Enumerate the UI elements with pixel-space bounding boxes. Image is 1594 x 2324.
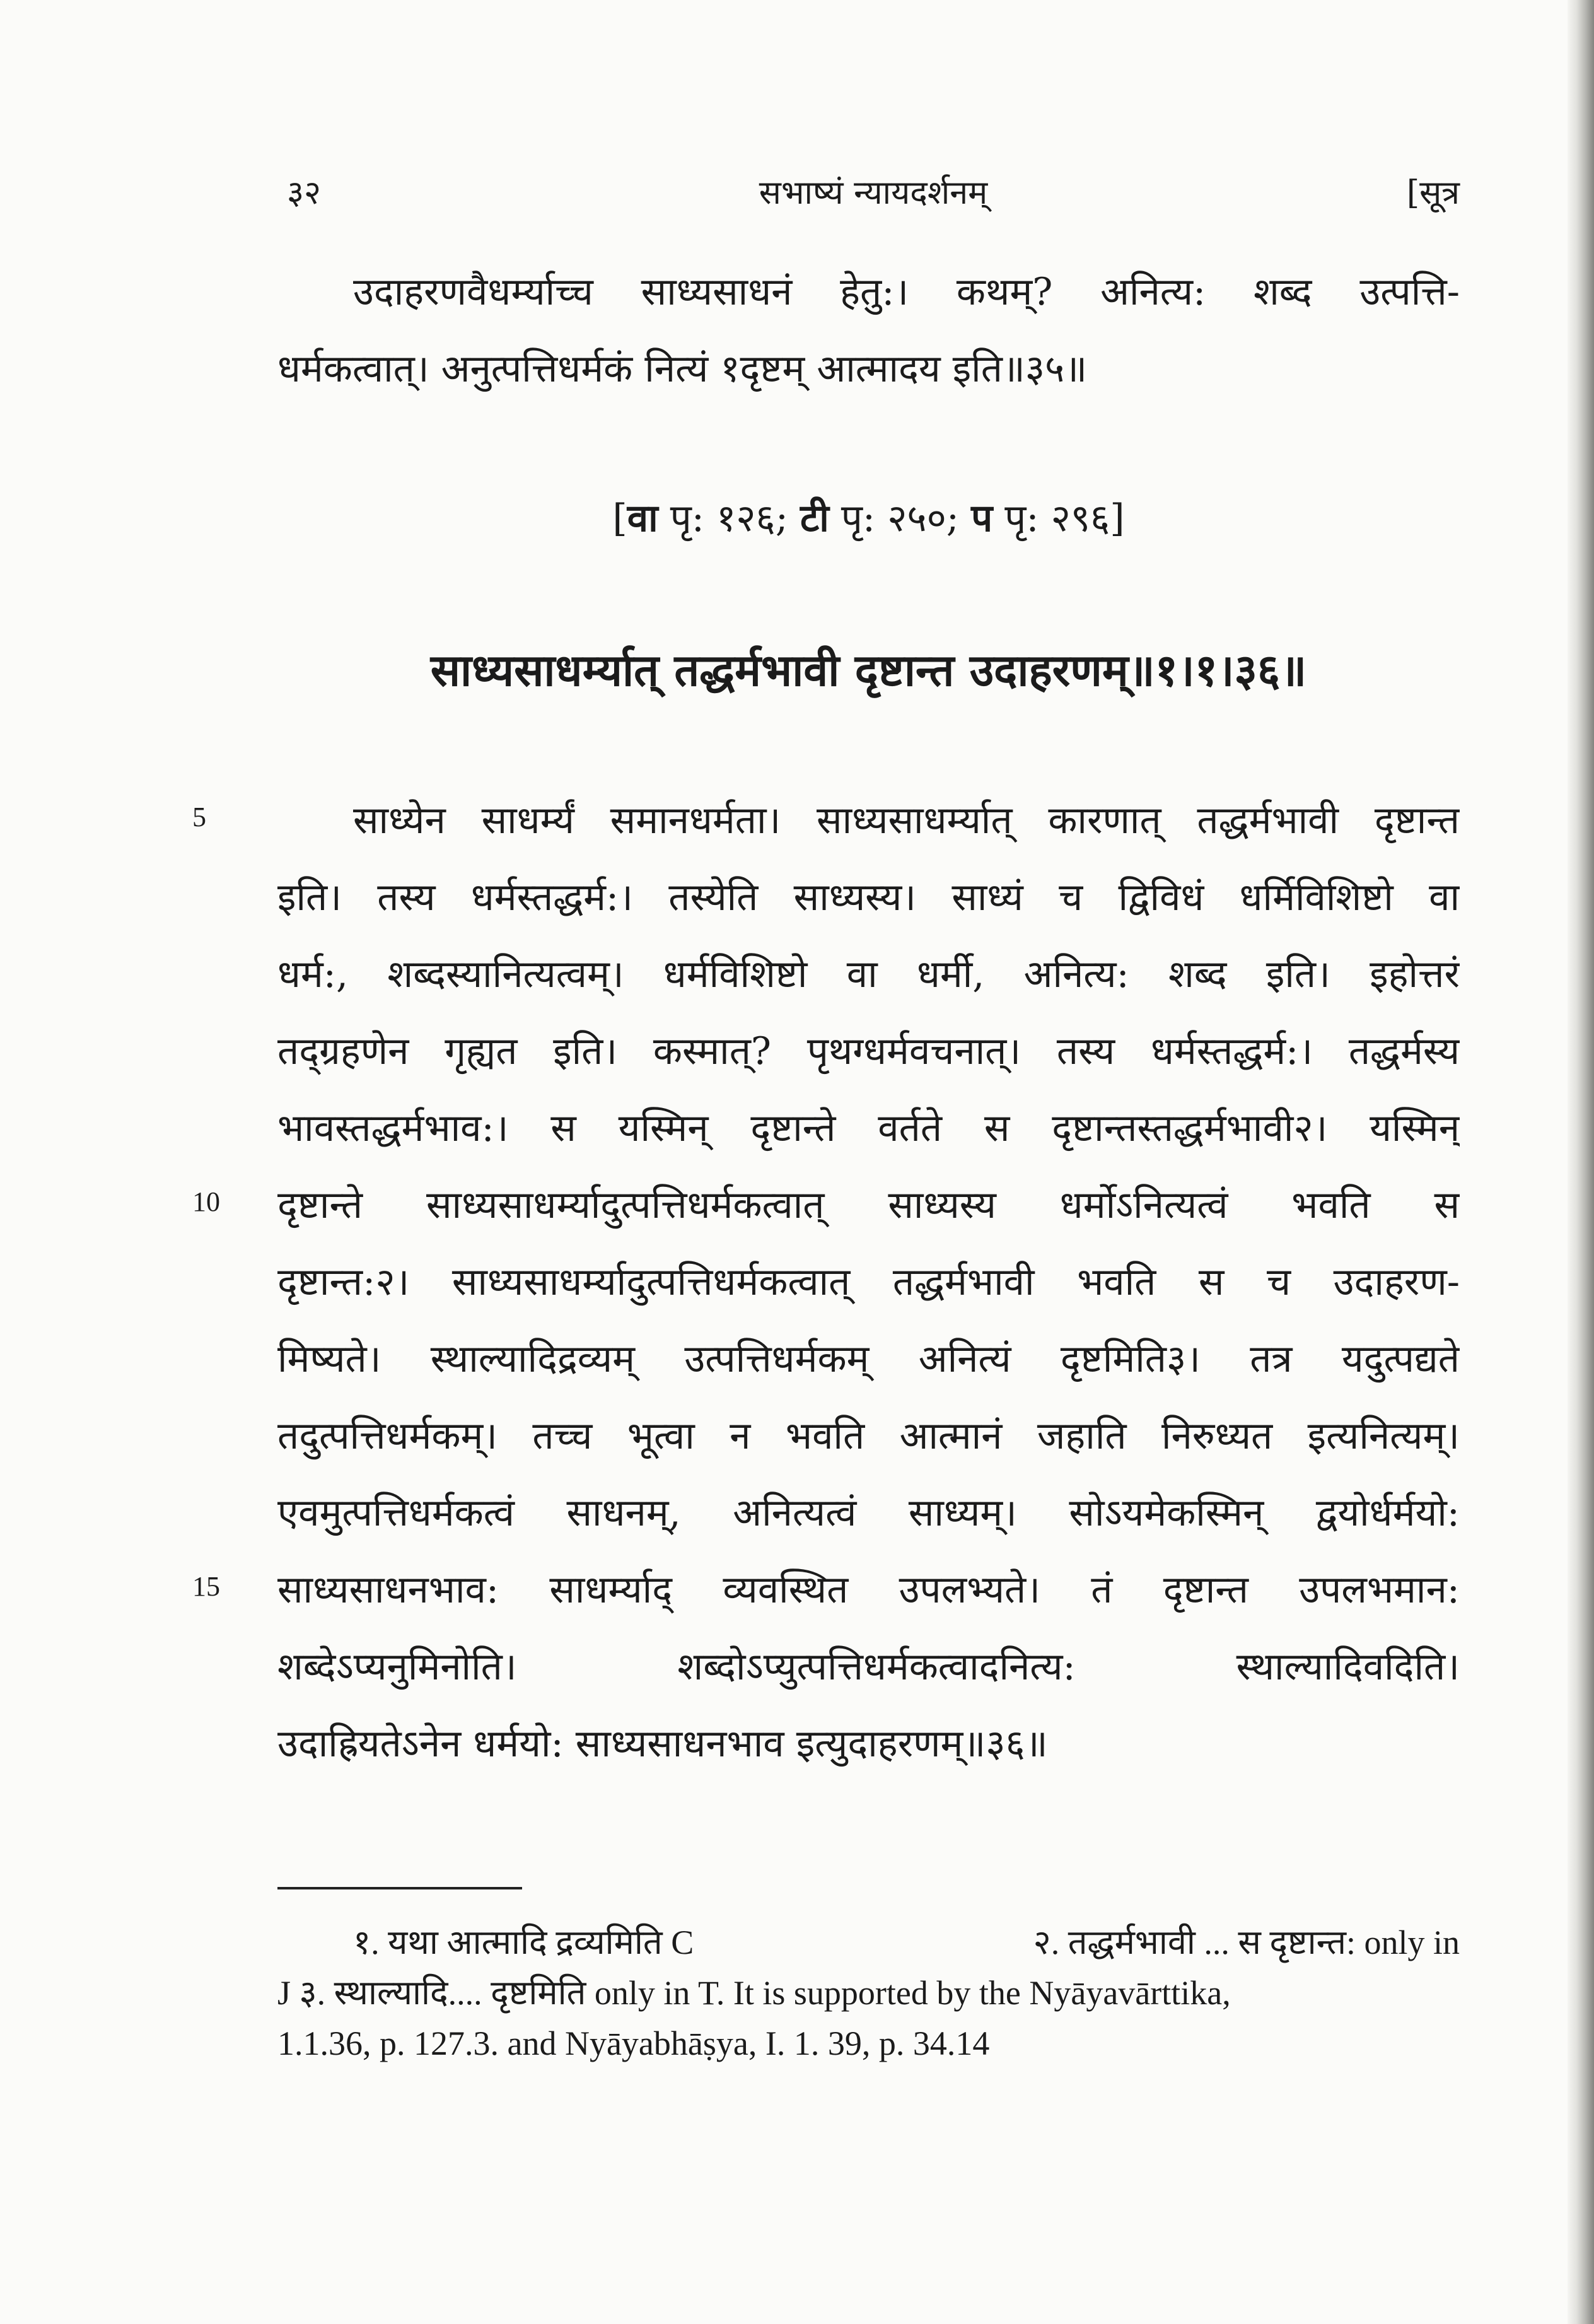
- line-number: 5: [192, 802, 206, 832]
- page-header: [287, 169, 1460, 226]
- reference-open-bracket: [: [612, 496, 627, 540]
- footnote-separator: [277, 1887, 522, 1889]
- reference-va-page: पृ: १२६;: [658, 496, 800, 540]
- page-number: ३२: [287, 174, 322, 212]
- commentary-line: दृष्टान्ते साध्यसाधर्म्यादुत्पत्तिधर्मकत्वात् साध्यस्य धर्मोऽनित्यत्वं भवति स: [277, 1183, 1460, 1227]
- reference-close-bracket: ]: [1110, 496, 1125, 540]
- commentary-line: दृष्टान्त:२। साध्यसाधर्म्यादुत्पत्तिधर्मकत्वात् तद्धर्मभावी भवति स च उदाहरण-: [277, 1260, 1460, 1304]
- sutra-heading: साध्यसाधर्म्यात् तद्धर्मभावी दृष्टान्त उदाहरणम्॥१।१।३६॥: [430, 644, 1307, 696]
- reference-ti: टी: [800, 496, 829, 540]
- footnote-line: [277, 1917, 1460, 1968]
- footnote-line: J ३. स्थाल्यादि.... दृष्टमिति only in T. It is supported by the Nyāyavārttika,: [277, 1974, 1231, 2012]
- commentary-line: मिष्यते। स्थाल्यादिद्रव्यम् उत्पत्तिधर्मकम् अनित्यं दृष्टमिति३। तत्र यदुत्पद्यते: [277, 1337, 1460, 1381]
- scan-edge-shadow: [1568, 0, 1594, 2324]
- commentary-line: उदाह्रियतेऽनेन धर्मयो: साध्यसाधनभाव इत्युदाहरणम्॥३६॥: [277, 1722, 1048, 1766]
- commentary-line: एवमुत्पत्तिधर्मकत्वं साधनम्, अनित्यत्वं साध्यम्। सोऽयमेकस्मिन् द्वयोर्धर्मयो:: [277, 1491, 1460, 1535]
- commentary-line: इति। तस्य धर्मस्तद्धर्म:। तस्येति साध्यस्य। साध्यं च द्विविधं धर्मिविशिष्टो वा: [277, 875, 1460, 920]
- commentary-line: तदुत्पत्तिधर्मकम्। तच्च भूत्वा न भवति आत्मानं जहाति निरुध्यत इत्यनित्यम्।: [277, 1414, 1460, 1458]
- commentary-line: साध्यसाधनभाव: साधर्म्याद् व्यवस्थित उपलभ्यते। तं दृष्टान्त उपलभमान:: [277, 1568, 1460, 1612]
- footnote-line: 1.1.36, p. 127.3. and Nyāyabhāṣya, I. 1. 39, p. 34.14: [277, 2024, 990, 2062]
- reference-line: [277, 491, 1460, 542]
- commentary-paragraph: [277, 782, 1460, 1782]
- commentary-line: साध्येन साधर्म्यं समानधर्मता। साध्यसाधर्म्यात् कारणात् तद्धर्मभावी दृष्टान्त: [353, 798, 1460, 843]
- intro-line: धर्मकत्वात्। अनुत्पत्तिधर्मकं नित्यं १दृष्टम् आत्मादय इति॥३५॥: [277, 347, 1088, 391]
- running-title: सभाष्यं न्यायदर्शनम्: [759, 174, 988, 212]
- footnote-2: २. तद्धर्मभावी ... स दृष्टान्त: only in: [1033, 1924, 1460, 1961]
- footnote-1: १. यथा आत्मादि द्रव्यमिति C: [353, 1924, 694, 1961]
- section-mark: [सूत्र: [1406, 174, 1460, 212]
- reference-pa-page: पृ: २९६: [992, 496, 1110, 540]
- commentary-line: तद्ग्रहणेन गृह्यत इति। कस्मात्? पृथग्धर्मवचनात्। तस्य धर्मस्तद्धर्म:। तद्धर्मस्य: [277, 1029, 1460, 1073]
- commentary-line: धर्म:, शब्दस्यानित्यत्वम्। धर्मविशिष्टो वा धर्मी, अनित्य: शब्द इति। इहोत्तरं: [277, 952, 1460, 996]
- commentary-line: भावस्तद्धर्मभाव:। स यस्मिन् दृष्टान्ते वर्तते स दृष्टान्तस्तद्धर्मभावी२। यस्मिन्: [277, 1106, 1460, 1150]
- reference-ti-page: पृ: २५०;: [829, 496, 972, 540]
- intro-paragraph: [277, 254, 1460, 407]
- line-number: 10: [192, 1186, 220, 1217]
- reference-va: वा: [627, 496, 658, 540]
- reference-pa: प: [971, 496, 993, 540]
- intro-line: उदाहरणवैधर्म्याच्च साध्यसाधनं हेतु:। कथम्? अनित्य: शब्द उत्पत्ति-: [353, 270, 1460, 314]
- footnotes: [277, 1917, 1460, 2069]
- commentary-line: शब्देऽप्यनुमिनोति। शब्दोऽप्युत्पत्तिधर्मकत्वादनित्य: स्थाल्यादिवदिति।: [277, 1645, 1460, 1689]
- line-number: 15: [192, 1571, 220, 1602]
